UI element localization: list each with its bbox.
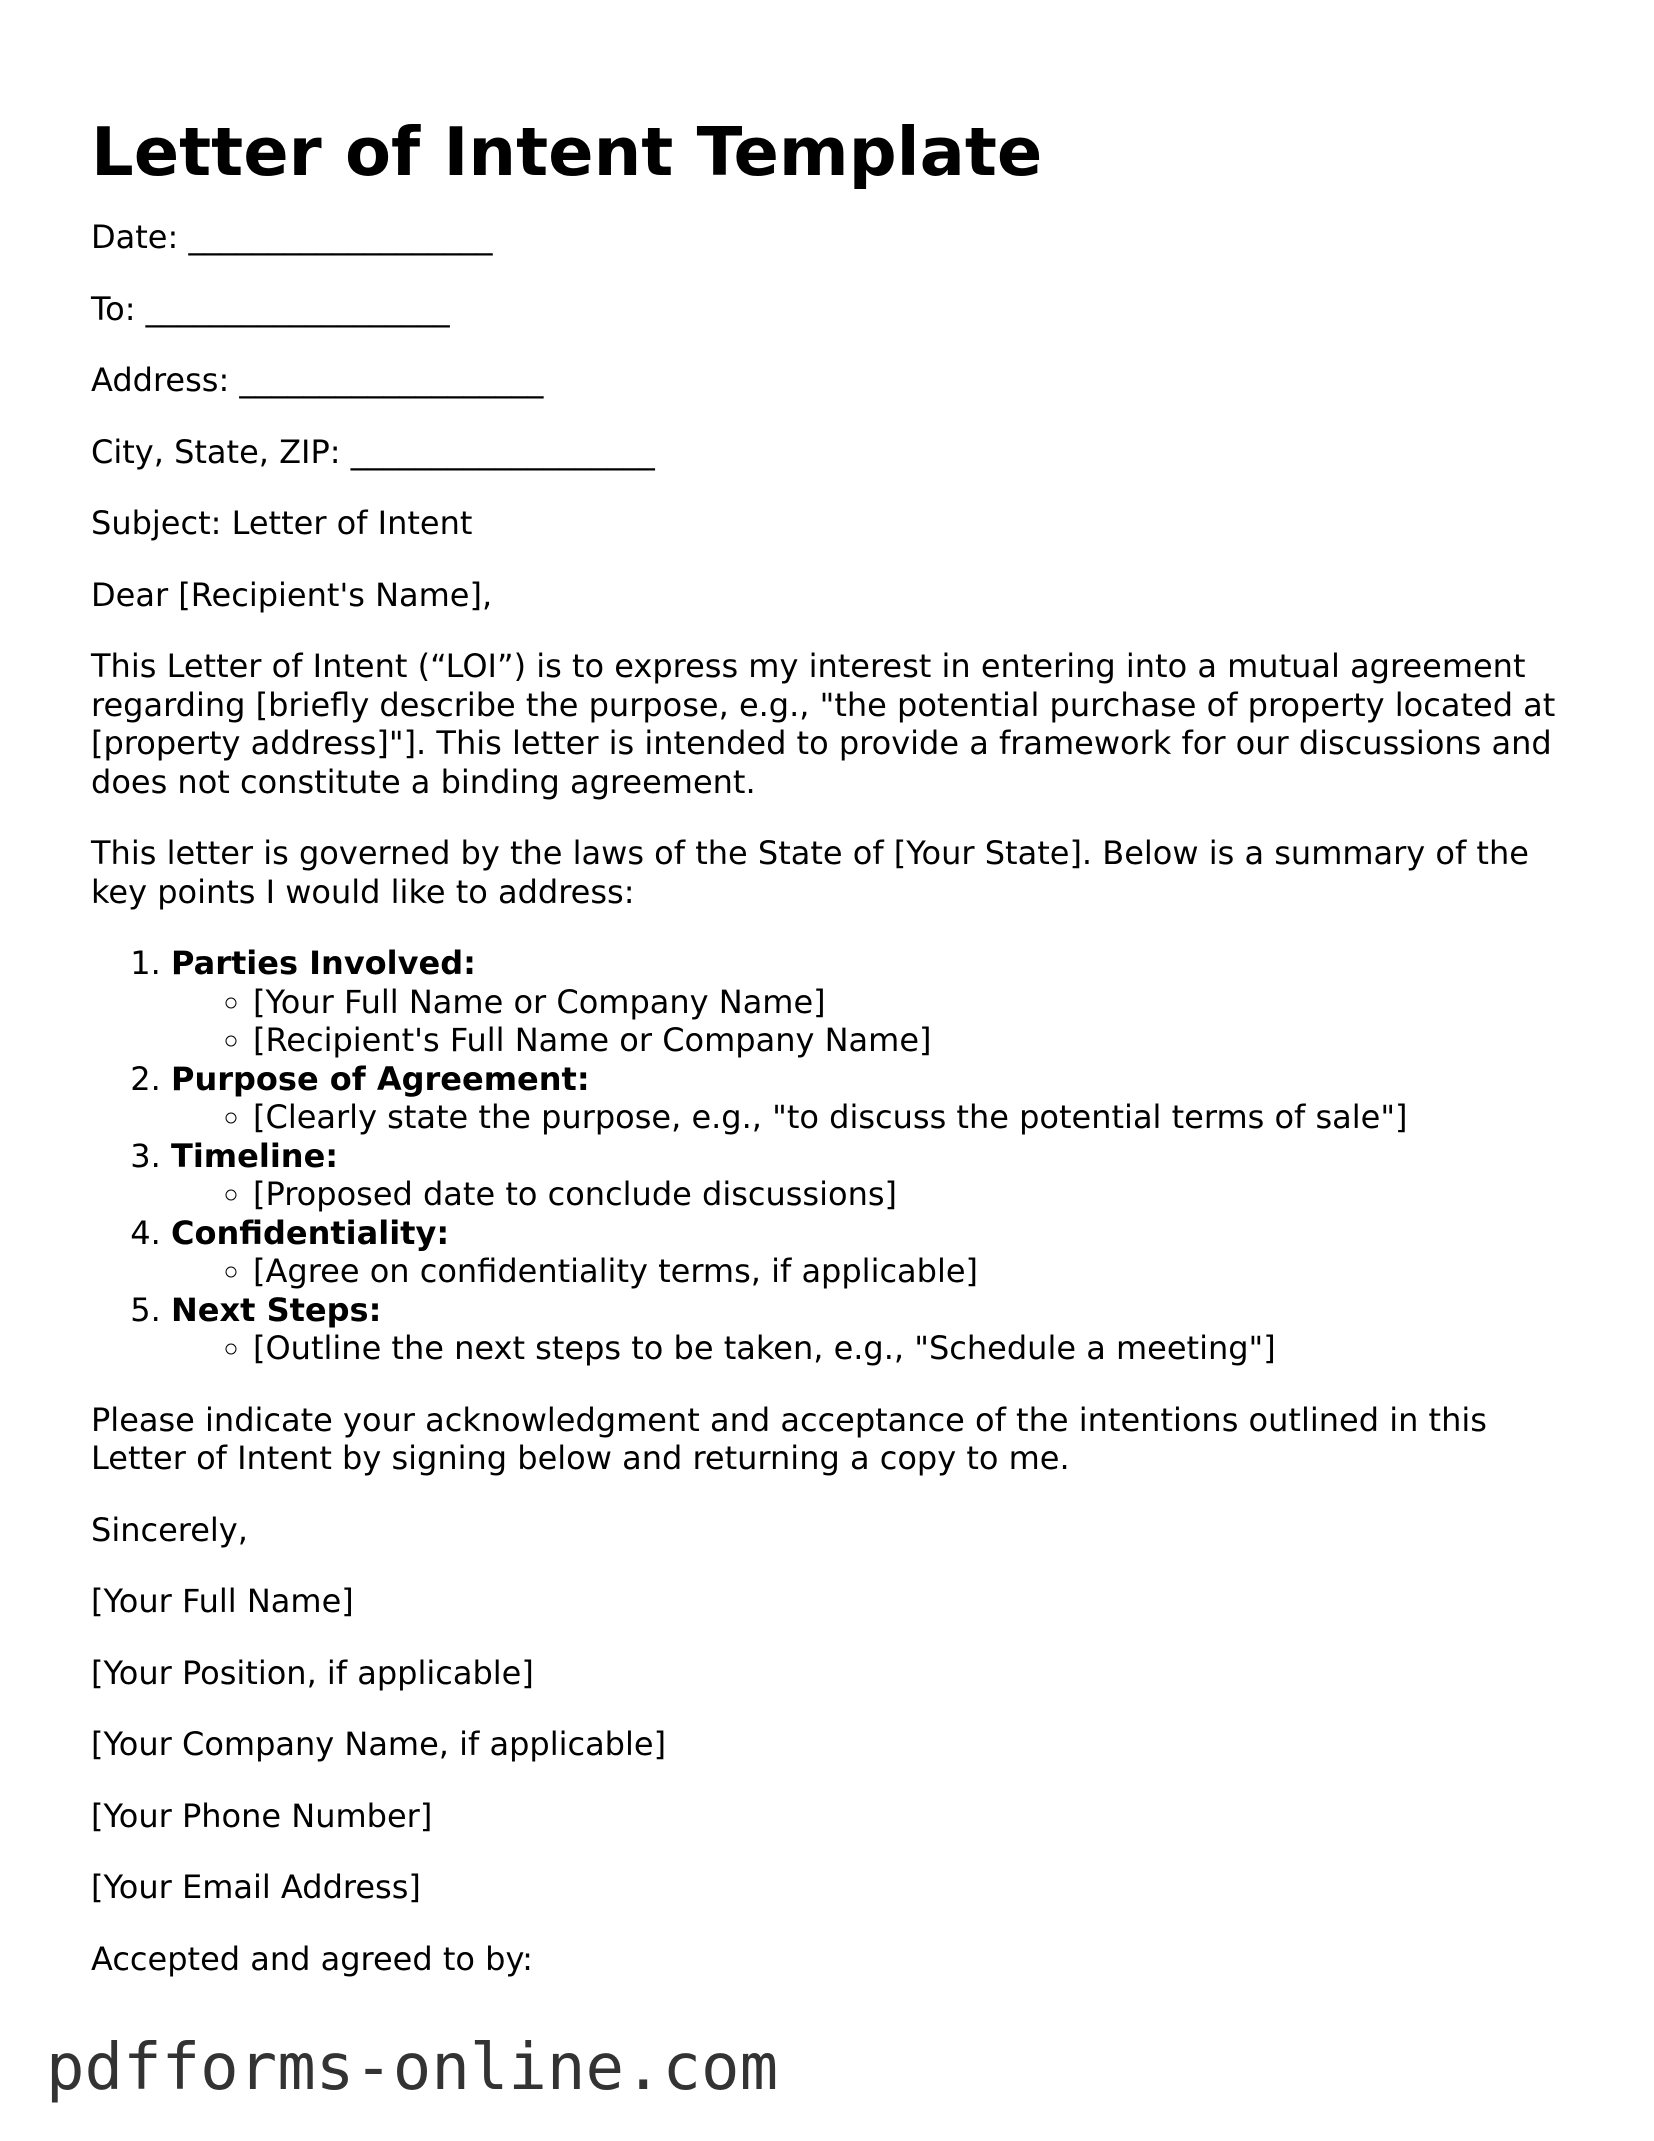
city-state-zip-field: City, State, ZIP: ___________________ <box>91 432 655 471</box>
key-point-item: ◦ [Recipient's Full Name or Company Name] <box>253 1021 1571 1060</box>
subject-line: Subject: Letter of Intent <box>91 504 473 542</box>
key-point-item: ◦ [Clearly state the purpose, e.g., "to discuss the potential terms of sale"] <box>253 1098 1571 1137</box>
key-point-item: ◦ [Proposed date to conclude discussions] <box>253 1175 1571 1214</box>
governing-paragraph: This letter is governed by the laws of the State of [Your State]. Below is a summary of the key points I would like to address: <box>91 834 1529 911</box>
key-point-title: Parties Involved: <box>171 944 476 982</box>
signature-email: [Your Email Address] <box>91 1868 421 1906</box>
key-point-item: ◦ [Agree on confidentiality terms, if applicable] <box>253 1252 1571 1291</box>
to-field: To: ___________________ <box>91 289 450 328</box>
document-title: Letter of Intent Template <box>91 113 1043 191</box>
key-point <box>171 944 1571 1060</box>
key-point-sublist <box>171 1175 1571 1214</box>
date-field: Date: ___________________ <box>91 218 493 256</box>
key-points-list <box>91 944 1571 1368</box>
key-point-sublist <box>171 1098 1571 1137</box>
intro-paragraph: This Letter of Intent (“LOI”) is to express my interest in entering into a mutual agreement regarding [briefly describe the purpose, e.g., "the potential purchase of property located at [property address]"]. This letter is intended to provide a framework for our discussions and does not constitute a binding agreement. <box>91 647 1556 801</box>
key-point-item: ◦ [Your Full Name or Company Name] <box>253 983 1571 1022</box>
letter-document <box>91 112 1571 2011</box>
key-point-sublist <box>171 1329 1571 1368</box>
key-point-title: Next Steps: <box>171 1290 382 1329</box>
signature-phone: [Your Phone Number] <box>91 1796 433 1835</box>
key-point <box>171 1137 1571 1214</box>
address-field: Address: ___________________ <box>91 361 544 399</box>
site-watermark: pdfforms-online.com <box>46 2031 779 2105</box>
key-point-title: Timeline: <box>171 1136 339 1175</box>
accepted-by-line: Accepted and agreed to by: <box>91 1939 533 1978</box>
key-point-sublist <box>171 983 1571 1060</box>
signature-full-name: [Your Full Name] <box>91 1582 354 1620</box>
signature-position: [Your Position, if applicable] <box>91 1653 534 1692</box>
salutation: Dear [Recipient's Name], <box>91 575 493 614</box>
key-point <box>171 1291 1571 1368</box>
key-point <box>171 1060 1571 1137</box>
signature-company: [Your Company Name, if applicable] <box>91 1725 667 1763</box>
key-point-title: Purpose of Agreement: <box>171 1059 590 1098</box>
key-point <box>171 1214 1571 1291</box>
acknowledgment-paragraph: Please indicate your acknowledgment and acceptance of the intentions outlined in this Letter of Intent by signing below and returning a copy to me. <box>91 1400 1487 1477</box>
key-point-item: ◦ [Outline the next steps to be taken, e.g., "Schedule a meeting"] <box>253 1329 1571 1368</box>
closing: Sincerely, <box>91 1510 248 1549</box>
key-point-title: Confidentiality: <box>171 1213 450 1252</box>
key-point-sublist <box>171 1252 1571 1291</box>
